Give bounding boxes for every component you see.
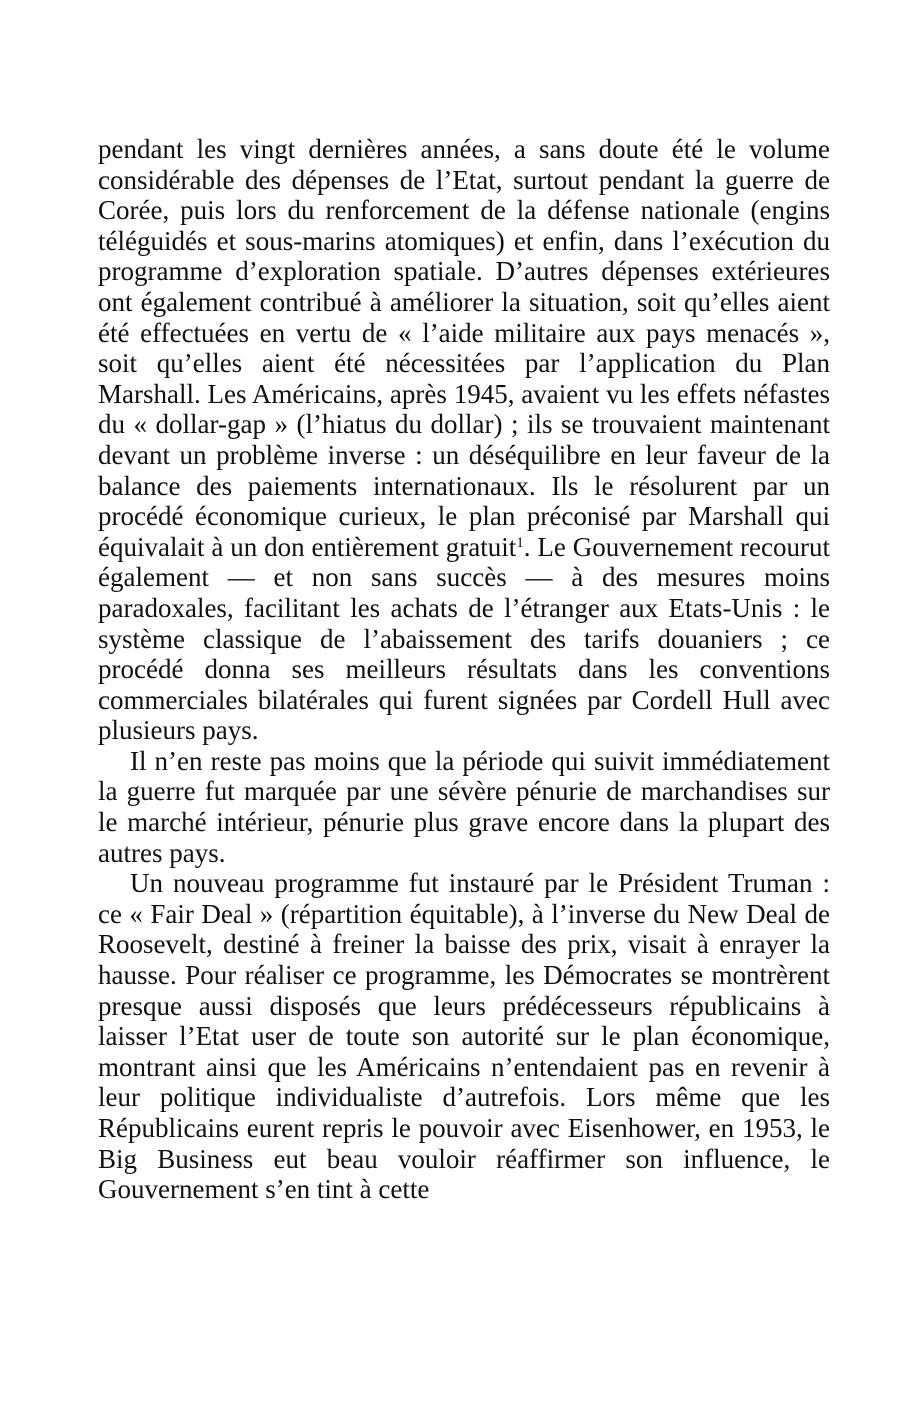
paragraph-2: Il n’en reste pas moins que la période qui suivit immédiatement la guerre fut marquée par une sévère pénurie de marchandises sur le marché intérieur, pénurie plus grave encore dans la plupart des autres pays. [98, 745, 830, 868]
paragraph-1 [98, 134, 830, 746]
paragraph-3: Un nouveau programme fut instauré par le Président Truman : ce « Fair Deal » (répartition équitable), à l’inverse du New Deal de Roosevelt, destiné à freiner la baisse des prix, visait à enrayer la hausse. Pour réaliser ce programme, les Démocrates se montrèrent presque aussi disposés que leurs prédécesseurs républicains à laisser l’Etat user de toute son autorité sur le plan économique, montrant ainsi que les Américains n’entendaient pas en revenir à leur politique individualiste d’autrefois. Lors même que les Républicains eurent repris le pouvoir avec Eisenhower, en 1953, le Big Business eut beau vouloir réaffirmer son influence, le Gouvernement s’en tint à cette [98, 868, 830, 1205]
paragraph-1-text-before-note: pendant les vingt dernières années, a sans doute été le volume considérable des dépenses de l’Etat, surtout pendant la guerre de Corée, puis lors du renforcement de la défense nationale (engins téléguidés et sous-marins atomiques) et enfin, dans l’exécution du programme d’exploration spatiale. D’autres dépenses extérieures ont également contribué à améliorer la situation, soit qu’elles aient été effectuées en vertu de « l’aide militaire aux pays menacés », soit qu’elles aient été nécessitées par l’application du Plan Marshall. Les Américains, après 1945, avaient vu les effets néfastes du « dollar-gap » (l’hiatus du dollar) ; ils se trouvaient maintenant devant un problème inverse : un déséquilibre en leur faveur de la balance des paiements internationaux. Ils le résolurent par un procédé économique curieux, le plan préconisé par Marshall qui équivalait à un don entièrement gratuit [98, 134, 830, 562]
paragraph-1-text-after-note: . Le Gouvernement recourut également — et non sans succès — à des mesures moins paradoxales, facilitant les achats de l’étranger aux Etats-Unis : le système classique de l’abaissement des tarifs douaniers ; ce procédé donna ses meilleurs résultats dans les conventions commerciales bilatérales qui furent signées par Cordell Hull avec plusieurs pays. [98, 531, 831, 746]
footnote-reference: 1 [516, 534, 524, 551]
page-body [98, 134, 830, 1205]
